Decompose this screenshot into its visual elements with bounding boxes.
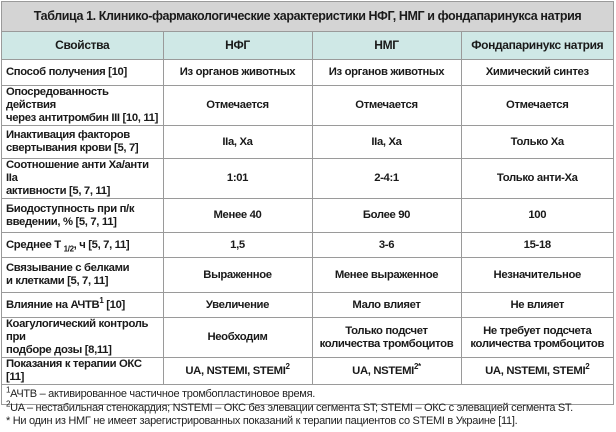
cell-text: через антитромбин III [10, 11]: [6, 112, 159, 124]
footnote-mark: 1: [6, 385, 11, 395]
table-title: Таблица 1. Клинико-фармакологические характеристики НФГ, НМГ и фондапаринукса натрия: [2, 2, 613, 32]
cell-text: Инактивация факторов: [6, 129, 130, 141]
cell-text: UA, NSTEMI, STEMI: [485, 364, 586, 377]
value-cell: [461, 60, 613, 86]
value-cell: [163, 293, 312, 318]
cell-text: введении, % [5, 7, 11]: [6, 215, 117, 228]
cell-text: активности [5, 7, 11]: [6, 185, 111, 197]
cell-text: UA, NSTEMI: [352, 364, 414, 377]
cell-text: Химический синтез: [485, 66, 589, 78]
table-row: [2, 86, 613, 126]
value-cell: [312, 318, 461, 358]
value-cell: [312, 233, 461, 258]
cell-text: Влияние на АЧТВ: [6, 298, 100, 311]
value-cell: [461, 258, 613, 293]
cell-text: Менее выраженное: [334, 268, 439, 281]
cell-text: 1,5: [230, 238, 245, 251]
cell-text: Мало влияет: [352, 298, 421, 311]
cell-text: , ч [5, 7, 11]: [73, 238, 130, 251]
cell-text: Отмечается: [206, 99, 269, 111]
cell-text: Выраженное: [203, 268, 272, 281]
value-cell: [312, 159, 461, 199]
column-header: Свойства: [2, 32, 163, 60]
table-row: [2, 318, 613, 358]
footnote-text: АЧТВ – активированное частичное тромбопластиновое время.: [10, 388, 315, 400]
value-cell: [461, 199, 613, 233]
footnote: [6, 415, 609, 429]
table-row: [2, 358, 613, 385]
value-cell: [461, 358, 613, 385]
value-cell: [163, 258, 312, 293]
cell-text: Более 90: [362, 209, 411, 221]
footnote-mark: 2: [6, 398, 11, 408]
cell-text: Не влияет: [510, 298, 565, 311]
table-row: [2, 126, 613, 159]
property-cell: [2, 358, 163, 385]
property-cell: [2, 293, 163, 318]
property-cell: [2, 86, 163, 126]
cell-text: 1:01: [226, 172, 249, 184]
table-row: [2, 293, 613, 318]
cell-text: Менее 40: [213, 209, 262, 221]
column-header: НМГ: [312, 32, 461, 60]
cell-text: Биодоступность при п/к: [6, 202, 135, 215]
value-cell: [163, 126, 312, 159]
cell-text: IIa, Xa: [371, 135, 402, 148]
cell-text: Коагулогический контроль при: [6, 318, 149, 343]
cell-text: 2: [285, 361, 290, 371]
cell-text: 2*: [413, 361, 421, 371]
table-row: [2, 60, 613, 86]
value-cell: [312, 258, 461, 293]
property-cell: [2, 233, 163, 258]
cell-text: Способ получения [10]: [6, 66, 127, 78]
property-cell: [2, 126, 163, 159]
cell-text: UA, NSTEMI, STEMI: [185, 364, 286, 377]
cell-text: Связывание с белками: [6, 262, 130, 274]
table-row: [2, 159, 613, 199]
value-cell: [163, 86, 312, 126]
cell-text: и клетками [5, 7, 11]: [6, 275, 109, 287]
value-cell: [163, 358, 312, 385]
cell-text: Соотношение анти Xa/анти IIa: [6, 159, 149, 184]
footnote-text: UA – нестабильная стенокардия; NSTEMI – ОКС без элевации сегмента ST; STEMI – ОКС с элевацией сегмента ST.: [10, 401, 573, 414]
cell-text: Показания к терапии ОКС [11]: [6, 358, 142, 383]
cell-text: Опосредованность действия: [6, 86, 109, 111]
value-cell: [461, 293, 613, 318]
cell-text: IIa, Xa: [222, 135, 253, 148]
cell-text: Не требует подсчета: [483, 324, 592, 337]
footnote-text: * Ни один из НМГ не имеет зарегистрированных показаний к терапии пациентов со STEMI в Украине [11].: [6, 415, 518, 427]
value-cell: [461, 318, 613, 358]
table-row: [2, 258, 613, 293]
property-cell: [2, 60, 163, 86]
value-cell: [312, 60, 461, 86]
footnotes: [2, 385, 613, 432]
cell-text: Только подсчет: [345, 324, 428, 337]
column-header: Фондапаринукс натрия: [461, 32, 613, 60]
footnote: [6, 398, 609, 416]
value-cell: [461, 126, 613, 159]
cell-text: 2: [585, 361, 590, 371]
footnote: [6, 385, 609, 402]
value-cell: [163, 60, 312, 86]
table-container: [1, 1, 614, 427]
value-cell: [312, 293, 461, 318]
value-cell: [461, 159, 613, 199]
cell-text: количества тромбоцитов: [319, 337, 454, 350]
value-cell: [461, 233, 613, 258]
cell-text: свертывания крови [5, 7]: [6, 142, 139, 154]
value-cell: [163, 199, 312, 233]
cell-text: 15-18: [523, 238, 551, 251]
cell-text: 100: [528, 209, 547, 221]
value-cell: [312, 126, 461, 159]
cell-text: [10]: [103, 298, 125, 311]
cell-text: Только анти-Xa: [496, 172, 578, 184]
value-cell: [312, 86, 461, 126]
column-header: НФГ: [163, 32, 312, 60]
value-cell: [163, 159, 312, 199]
cell-text: подборе дозы [8,11]: [6, 344, 112, 356]
value-cell: [163, 233, 312, 258]
cell-text: Среднее T: [6, 238, 64, 251]
cell-text: Из органов животных: [179, 66, 296, 78]
cell-text: Отмечается: [506, 99, 569, 111]
cell-text: 2-4:1: [374, 172, 399, 184]
cell-text: Отмечается: [355, 99, 418, 111]
cell-text: Только Xa: [510, 135, 564, 148]
cell-text: Увеличение: [205, 298, 270, 311]
value-cell: [163, 318, 312, 358]
cell-text: 1/2: [63, 243, 74, 253]
cell-text: Из органов животных: [328, 66, 445, 78]
table-row: [2, 199, 613, 233]
table-row: [2, 233, 613, 258]
value-cell: [461, 86, 613, 126]
value-cell: [312, 358, 461, 385]
property-cell: [2, 159, 163, 199]
cell-text: Незначительное: [493, 268, 581, 281]
cell-text: Необходим: [207, 331, 268, 343]
value-cell: [312, 199, 461, 233]
property-cell: [2, 318, 163, 358]
cell-text: 1: [99, 295, 104, 305]
property-cell: [2, 199, 163, 233]
cell-text: количества тромбоцитов: [470, 337, 605, 350]
property-cell: [2, 258, 163, 293]
cell-text: 3-6: [378, 238, 395, 251]
characteristics-table: [2, 32, 613, 385]
